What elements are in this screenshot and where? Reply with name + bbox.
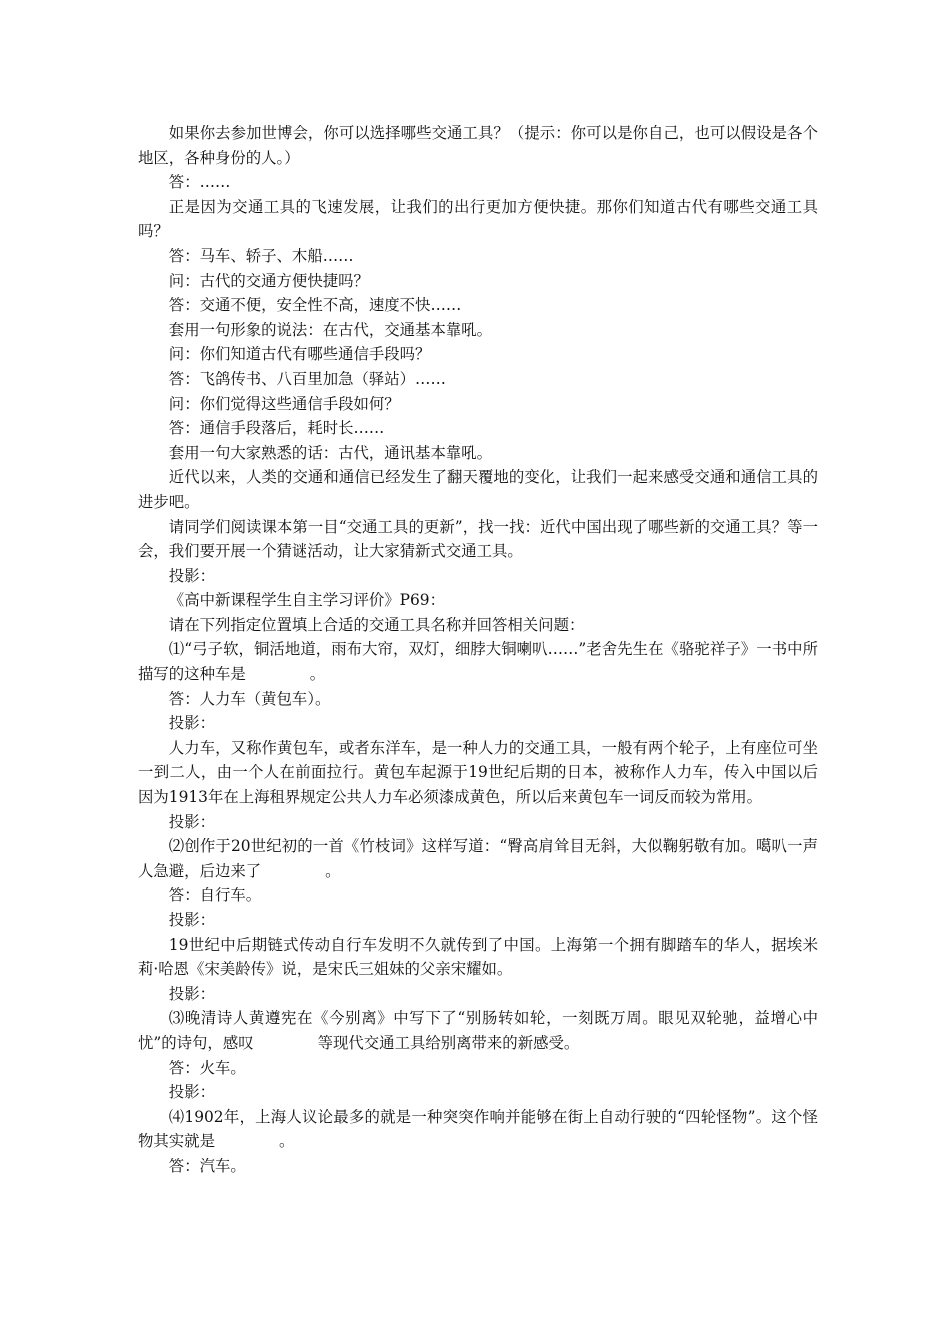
paragraph: 答：交通不便，安全性不高，速度不快…… xyxy=(168,296,462,315)
paragraph: 答：火车。 xyxy=(168,1058,246,1077)
paragraph: 投影： xyxy=(168,812,215,831)
question-1-end: 。 xyxy=(309,665,326,684)
question-2 xyxy=(138,834,818,883)
question-3-end: 等现代交通工具给别离带来的新感受。 xyxy=(317,1033,580,1052)
paragraph: 答：飞鸽传书、八百里加急（驿站）…… xyxy=(168,369,446,388)
paragraph: 正是因为交通工具的飞速发展，让我们的出行更加方便快捷。那你们知道古代有哪些交通工具吗？ xyxy=(138,197,818,241)
document-page xyxy=(138,121,818,1179)
question-3 xyxy=(138,1006,818,1055)
paragraph: 投影： xyxy=(168,566,215,585)
question-2-end: 。 xyxy=(325,861,341,880)
paragraph: 请在下列指定位置填上合适的交通工具名称并回答相关问题： xyxy=(168,615,585,634)
paragraph: 答：通信手段落后，耗时长…… xyxy=(168,419,385,438)
paragraph: 套用一句形象的说法：在古代，交通基本靠吼。 xyxy=(168,320,493,339)
question-2-text: ⑵创作于20世纪初的一首《竹枝词》这样写道：“臀高肩耸目无斜，大似鞠躬敬有加。噶叭一声人急避，后边来了 xyxy=(138,837,818,880)
question-4-text: ⑷1902年，上海人议论最多的就是一种突突作响并能够在街上自动行驶的“四轮怪物”。这个怪物其实就是 xyxy=(138,1107,818,1151)
paragraph: 请同学们阅读课本第一目“交通工具的更新”，找一找：近代中国出现了哪些新的交通工具？等一会，我们要开展一个猜谜活动，让大家猜新式交通工具。 xyxy=(138,517,818,561)
paragraph: 问：你们知道古代有哪些通信手段吗？ xyxy=(168,345,431,364)
paragraph: 投影： xyxy=(168,1083,215,1102)
paragraph: 套用一句大家熟悉的话：古代，通讯基本靠吼。 xyxy=(168,443,493,462)
paragraph: 答：马车、轿子、木船…… xyxy=(168,246,354,265)
paragraph: 问：古代的交通方便快捷吗？ xyxy=(168,271,369,290)
paragraph: 答：人力车（黄包车）。 xyxy=(168,689,331,708)
question-1-text: ⑴“弓子软，铜活地道，雨布大帘，双灯，细脖大铜喇叭……”老舍先生在《骆驼祥子》一书中所描写的这种车是 xyxy=(138,640,818,684)
paragraph: 投影： xyxy=(168,984,215,1003)
question-3-text: ⑶晚清诗人黄遵宪在《今别离》中写下了“别肠转如轮，一刻既万周。眼见双轮驰，益增心中忧”的诗句，感叹 xyxy=(138,1009,818,1052)
paragraph: 近代以来，人类的交通和通信已经发生了翻天覆地的变化，让我们一起来感受交通和通信工具的进步吧。 xyxy=(138,468,818,511)
paragraph: 19世纪中后期链式传动自行车发明不久就传到了中国。上海第一个拥有脚踏车的华人，据埃米莉·哈恩《宋美龄传》说，是宋氏三姐妹的父亲宋耀如。 xyxy=(138,935,818,979)
question-4-end: 。 xyxy=(278,1132,295,1151)
paragraph: 投影： xyxy=(168,714,215,733)
question-1 xyxy=(138,637,818,686)
paragraph: 《高中新课程学生自主学习评价》P69： xyxy=(168,591,445,610)
paragraph: 答：汽车。 xyxy=(168,1156,246,1175)
paragraph: 人力车，又称作黄包车，或者东洋车，是一种人力的交通工具，一般有两个轮子，上有座位可坐一到二人，由一个人在前面拉行。黄包车起源于19世纪后期的日本，被称作人力车，传入中国以后因为1913年在上海租界规定公共人力车必须漆成黄色，所以后来黄包车一词反而较为常用。 xyxy=(138,738,818,807)
paragraph: 投影： xyxy=(168,911,215,929)
paragraph: 答：自行车。 xyxy=(168,886,262,905)
paragraph: 如果你去参加世博会，你可以选择哪些交通工具？（提示：你可以是你自己，也可以假设是各个地区，各种身份的人。） xyxy=(138,124,818,167)
paragraph: 问：你们觉得这些通信手段如何？ xyxy=(168,394,400,413)
question-4 xyxy=(138,1105,818,1154)
paragraph: 答：…… xyxy=(168,173,231,192)
